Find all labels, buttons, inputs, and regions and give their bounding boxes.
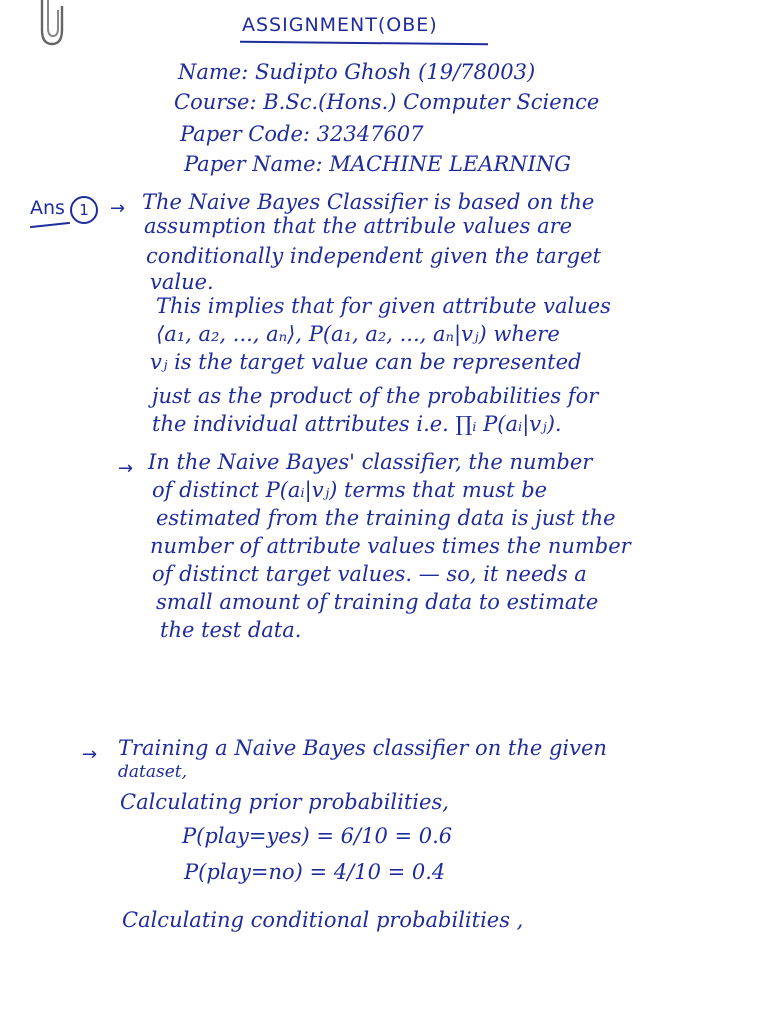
para4-line: Calculating prior probabilities, <box>120 790 449 814</box>
para4-line: P(play=yes) = 6/10 = 0.6 <box>182 824 453 848</box>
arrow-icon: → <box>118 458 134 479</box>
answer-underline <box>30 222 70 228</box>
para3-line: the test data. <box>160 618 302 642</box>
para1-line: conditionally independent given the target <box>146 244 601 268</box>
para2-line: just as the product of the probabilities for <box>152 384 599 408</box>
para2-line: vⱼ is the target value can be represented <box>150 350 582 374</box>
para3-line: number of attribute values times the number <box>150 534 631 558</box>
para3-line: estimated from the training data is just the <box>156 506 616 530</box>
course-line: Course: B.Sc.(Hons.) Computer Science <box>174 90 600 114</box>
para3-line: In the Naive Bayes' classifier, the number <box>148 450 593 474</box>
paper-code-line: Paper Code: 32347607 <box>180 122 424 146</box>
para2-line: the individual attributes i.e. ∏ᵢ P(aᵢ|vⱼ). <box>152 412 562 436</box>
paper-name-line: Paper Name: MACHINE LEARNING <box>184 152 572 176</box>
answer-number-circle: 1 <box>70 196 98 224</box>
para1-line: The Naive Bayes Classifier is based on the <box>142 190 595 214</box>
student-name: Name: Sudipto Ghosh (19/78003) <box>178 60 536 84</box>
para3-line: of distinct target values. — so, it needs a <box>152 562 587 586</box>
arrow-icon: → <box>82 744 98 765</box>
answer-label: Ans <box>30 197 65 219</box>
arrow-icon: → <box>110 198 126 219</box>
para1-line: assumption that the attribule values are <box>144 214 573 238</box>
para2-line: This implies that for given attribute values <box>156 294 611 318</box>
para4-line: Training a Naive Bayes classifier on the given <box>118 736 607 760</box>
para1-line: value. <box>150 270 214 294</box>
para4-line: P(play=no) = 4/10 = 0.4 <box>184 860 446 884</box>
assignment-title: ASSIGNMENT(OBE) <box>242 14 438 36</box>
para3-line: of distinct P(aᵢ|vⱼ) terms that must be <box>152 478 548 502</box>
title-underline <box>240 41 488 46</box>
paper-clip-icon <box>28 0 72 52</box>
para4-line: Calculating conditional probabilities , <box>122 908 524 932</box>
para3-line: small amount of training data to estimate <box>156 590 599 614</box>
para2-line: ⟨a₁, a₂, ..., aₙ⟩, P(a₁, a₂, ..., aₙ|vⱼ) where <box>156 322 560 346</box>
para4-line: dataset, <box>118 762 188 782</box>
